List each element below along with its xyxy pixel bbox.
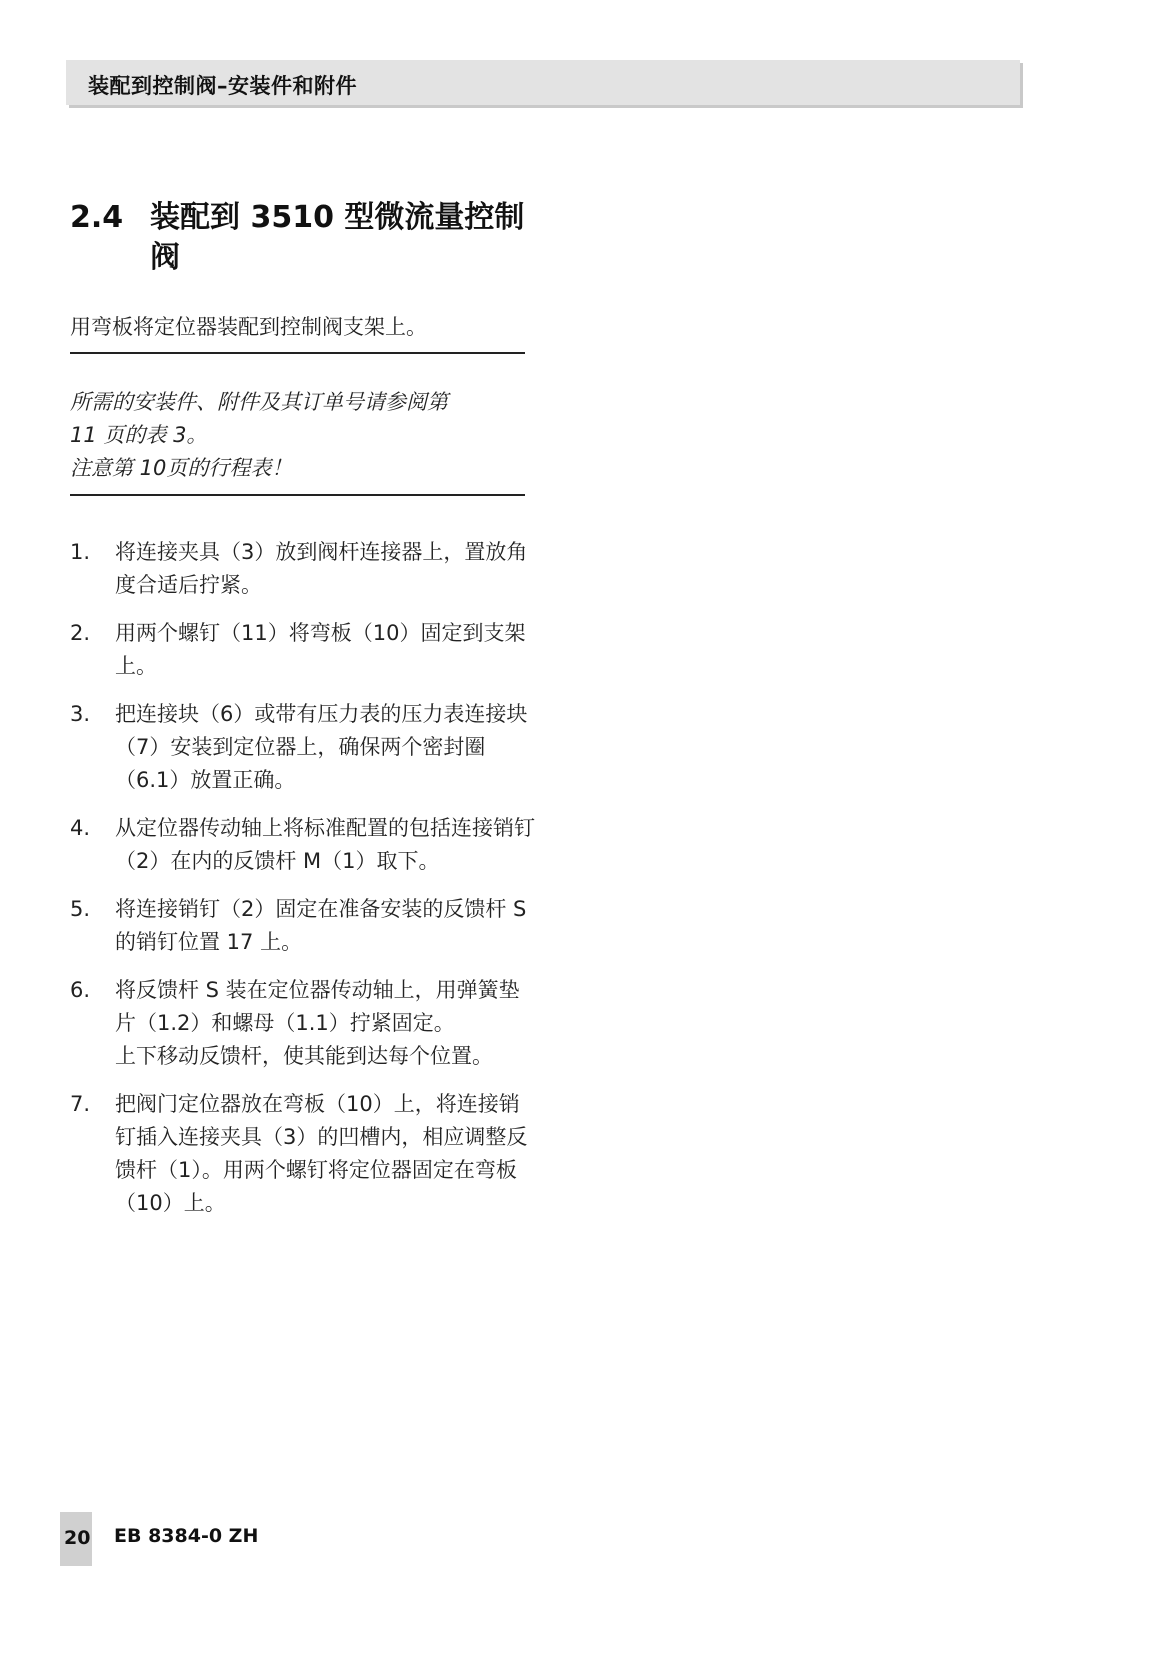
document-code: EB 8384-0 ZH: [114, 1525, 259, 1547]
list-item: [70, 812, 540, 878]
step-number: 7.: [70, 1092, 91, 1116]
note-bottom-rule: [70, 494, 525, 496]
list-item: [70, 1088, 540, 1220]
step-number: 3.: [70, 702, 91, 726]
section-title: 装配到 3510 型微流量控制阀: [150, 200, 525, 275]
note-line: 所需的安装件、附件及其订单号请参阅第: [70, 390, 448, 414]
running-header-title: 装配到控制阀–安装件和附件: [88, 74, 357, 98]
page-number: 20: [64, 1527, 91, 1549]
step-text: 从定位器传动轴上将标准配置的包括连接销钉（2）在内的反馈杆 M（1）取下。: [115, 816, 535, 873]
steps-list: [70, 536, 540, 1235]
step-text: 把阀门定位器放在弯板（10）上，将连接销钉插入连接夹具（3）的凹槽内，相应调整反馈杆（1）。用两个螺钉将定位器固定在弯板（10）上。: [115, 1092, 528, 1215]
step-text: 将连接夹具（3）放到阀杆连接器上，置放角度合适后拧紧。: [115, 540, 528, 597]
section-heading: [70, 198, 540, 278]
section-number: 2.4: [70, 200, 124, 235]
list-item: [70, 617, 540, 683]
note-top-rule: [70, 352, 525, 354]
step-number: 1.: [70, 540, 91, 564]
list-item: [70, 536, 540, 602]
list-item: [70, 698, 540, 797]
step-text: 将连接销钉（2）固定在准备安装的反馈杆 S 的销钉位置 17 上。: [115, 897, 527, 954]
intro-paragraph: 用弯板将定位器装配到控制阀支架上。: [70, 315, 427, 339]
note-box: [70, 386, 540, 485]
step-number: 6.: [70, 978, 91, 1002]
note-line: 注意第 10页的行程表！: [70, 456, 293, 480]
step-text: 用两个螺钉（11）将弯板（10）固定到支架上。: [115, 621, 526, 678]
step-text: 将反馈杆 S 装在定位器传动轴上，用弹簧垫片（1.2）和螺母（1.1）拧紧固定。: [115, 978, 520, 1035]
list-item: [70, 974, 540, 1073]
step-text-continued: 上下移动反馈杆，使其能到达每个位置。: [115, 1044, 493, 1068]
step-text: 把连接块（6）或带有压力表的压力表连接块（7）安装到定位器上，确保两个密封圈（6.1）放置正确。: [115, 702, 528, 792]
step-number: 5.: [70, 897, 91, 921]
step-number: 4.: [70, 816, 91, 840]
step-number: 2.: [70, 621, 91, 645]
note-line: 11 页的表 3。: [70, 423, 208, 447]
list-item: [70, 893, 540, 959]
